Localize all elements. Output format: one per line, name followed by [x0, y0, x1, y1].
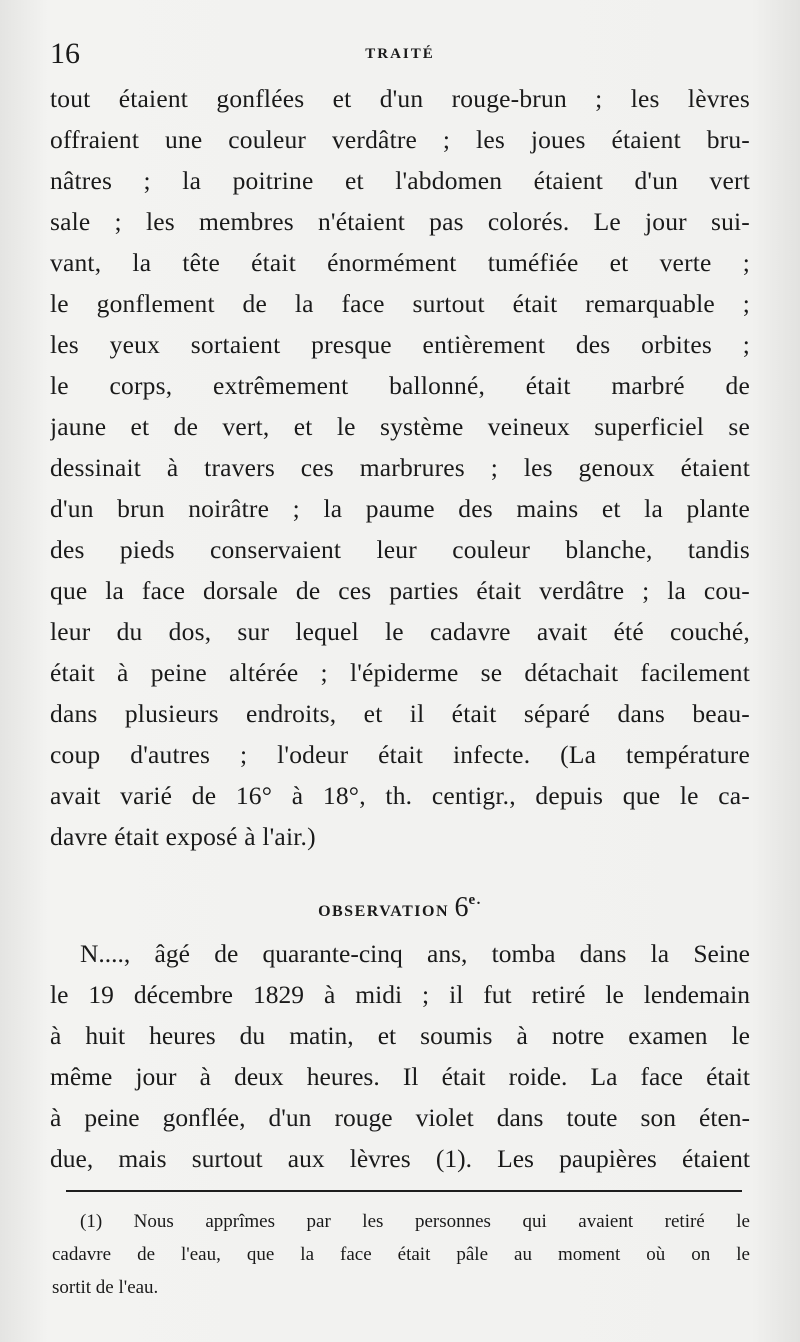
footnote: [52, 1205, 750, 1304]
text-line: leur du dos, sur lequel le cadavre avait été couché,: [50, 617, 750, 646]
text-line: jaune et de vert, et le système veineux superficiel se: [50, 412, 750, 441]
footnote-rule: [66, 1190, 742, 1192]
text-line: N...., âgé de quarante-cinq ans, tomba dans la Seine: [80, 939, 750, 968]
footnote-line: (1) Nous apprîmes par les personnes qui avaient retiré le: [80, 1211, 750, 1232]
observation-label: OBSERVATION: [318, 903, 449, 920]
text-line: tout étaient gonflées et d'un rouge-brun ; les lèvres: [50, 84, 750, 113]
text-line: le 19 décembre 1829 à midi ; il fut retiré le lendemain: [50, 980, 750, 1009]
text-line: que la face dorsale de ces parties était verdâtre ; la cou-: [50, 576, 750, 605]
text-line: sale ; les membres n'étaient pas colorés. Le jour sui-: [50, 207, 750, 236]
text-line: dans plusieurs endroits, et il était séparé dans beau-: [50, 699, 750, 728]
text-line: le corps, extrêmement ballonné, était marbré de: [50, 371, 750, 400]
body-text: [50, 78, 750, 857]
text-line: à peine gonflée, d'un rouge violet dans toute son éten-: [50, 1103, 750, 1132]
observation-text: [50, 933, 750, 1179]
text-line: dessinait à travers ces marbrures ; les genoux étaient: [50, 453, 750, 482]
text-line: avait varié de 16° à 18°, th. centigr., depuis que le ca-: [50, 781, 750, 810]
text-line: due, mais surtout aux lèvres (1). Les paupières étaient: [50, 1144, 750, 1173]
text-line: davre était exposé à l'air.): [50, 822, 316, 851]
text-line: d'un brun noirâtre ; la paume des mains et la plante: [50, 494, 750, 523]
text-line: même jour à deux heures. Il était roide. La face était: [50, 1062, 750, 1091]
observation-number: 6: [454, 892, 469, 923]
page-number: 16: [50, 37, 80, 70]
text-line: était à peine altérée ; l'épiderme se détachait facilement: [50, 658, 750, 687]
text-line: à huit heures du matin, et soumis à notre examen le: [50, 1021, 750, 1050]
text-line: le gonflement de la face surtout était remarquable ;: [50, 289, 750, 318]
footnote-line: cadavre de l'eau, que la face était pâle au moment où on le: [52, 1244, 750, 1265]
text-line: offraient une couleur verdâtre ; les joues étaient bru-: [50, 125, 750, 154]
text-line: vant, la tête était énormément tuméfiée et verte ;: [50, 248, 750, 277]
text-line: coup d'autres ; l'odeur était infecte. (La température: [50, 740, 750, 769]
text-line: les yeux sortaient presque entièrement des orbites ;: [50, 330, 750, 359]
observation-suffix: e.: [468, 892, 482, 908]
observation-heading: [50, 880, 750, 932]
text-line: nâtres ; la poitrine et l'abdomen étaient d'un vert: [50, 166, 750, 195]
footnote-line: sortit de l'eau.: [52, 1277, 159, 1298]
text-line: des pieds conservaient leur couleur blanche, tandis: [50, 535, 750, 564]
running-head: [50, 36, 750, 72]
running-title: TRAITÉ: [365, 46, 435, 62]
